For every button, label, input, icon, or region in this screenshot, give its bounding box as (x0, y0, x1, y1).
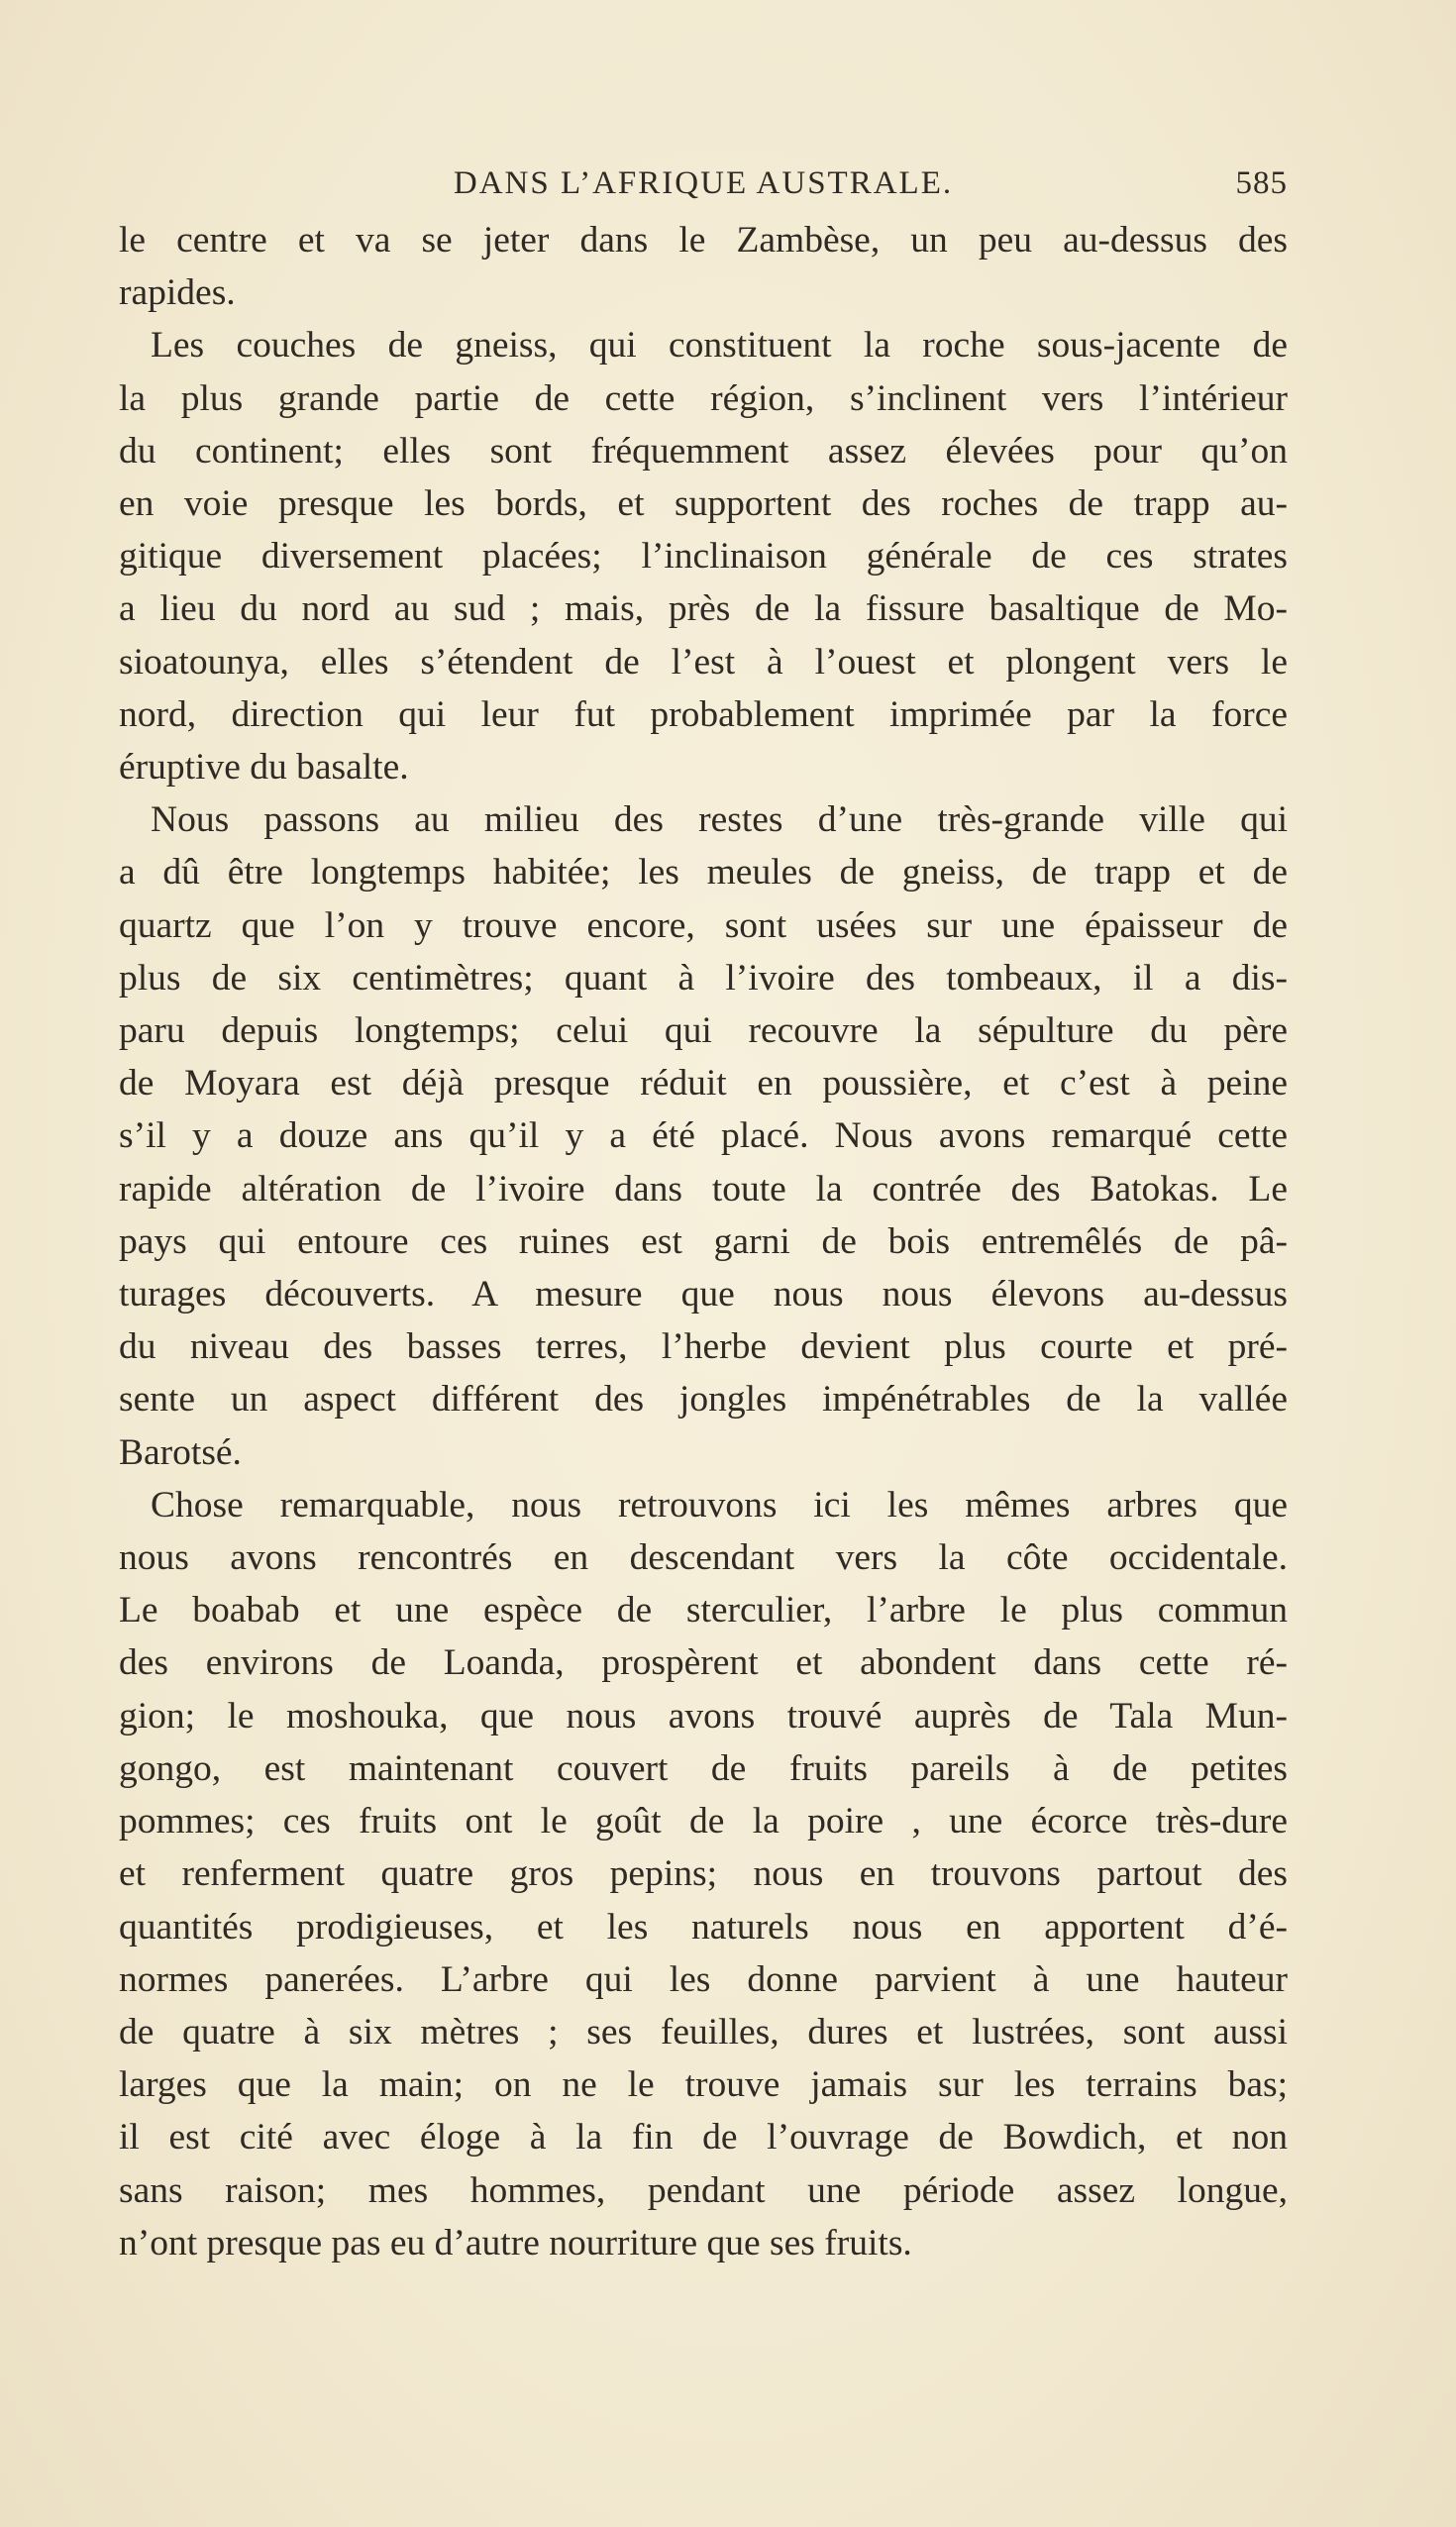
text-line: paru depuis longtemps; celui qui recouvre la sépulture du père (119, 1010, 1288, 1052)
page-header (119, 158, 1288, 208)
text-line: la plus grande partie de cette région, s’inclinent vers l’intérieur (119, 377, 1288, 419)
page-number: 585 (1235, 165, 1288, 201)
text-line: quartz que l’on y trouve encore, sont usées sur une épaisseur de (119, 904, 1288, 946)
text-line: Chose remarquable, nous retrouvons ici les mêmes arbres que (151, 1484, 1288, 1526)
text-line: gongo, est maintenant couvert de fruits pareils à de petites (119, 1747, 1288, 1789)
text-line: gion; le moshouka, que nous avons trouvé auprès de Tala Mun- (119, 1695, 1288, 1737)
text-line: turages découverts. A mesure que nous nous élevons au-dessus (119, 1274, 1288, 1316)
text-line: Barotsé. (119, 1431, 242, 1473)
text-line: sente un aspect différent des jongles impénétrables de la vallée (119, 1379, 1288, 1421)
text-line: pays qui entoure ces ruines est garni de bois entremêlés de pâ- (119, 1220, 1288, 1262)
text-line: et renferment quatre gros pepins; nous en trouvons partout des (119, 1853, 1288, 1895)
text-line: Les couches de gneiss, qui constituent la roche sous-jacente de (151, 325, 1288, 367)
text-line: en voie presque les bords, et supportent des roches de trapp au- (119, 483, 1288, 525)
text-line: du continent; elles sont fréquemment assez élevées pour qu’on (119, 430, 1288, 472)
text-line: a lieu du nord au sud ; mais, près de la fissure basaltique de Mo- (119, 588, 1288, 630)
body-text (119, 214, 1288, 2269)
running-head: DANS L’AFRIQUE AUSTRALE. (453, 165, 954, 201)
text-line: rapide altération de l’ivoire dans toute la contrée des Batokas. Le (119, 1168, 1288, 1210)
text-line: gitique diversement placées; l’inclinaison générale de ces strates (119, 536, 1288, 578)
text-line: rapides. (119, 272, 236, 314)
paragraph-3 (119, 793, 1288, 1479)
text-line: du niveau des basses terres, l’herbe devient plus courte et pré- (119, 1326, 1288, 1368)
text-line: nous avons rencontrés en descendant vers la côte occidentale. (119, 1537, 1288, 1579)
text-line: le centre et va se jeter dans le Zambèse, un peu au-dessus des (119, 220, 1288, 261)
text-line: de Moyara est déjà presque réduit en poussière, et c’est à peine (119, 1063, 1288, 1105)
text-line: Le boabab et une espèce de sterculier, l’arbre le plus commun (119, 1590, 1288, 1632)
text-line: pommes; ces fruits ont le goût de la poire , une écorce très-dure (119, 1801, 1288, 1843)
text-line: il est cité avec éloge à la fin de l’ouvrage de Bowdich, et non (119, 2117, 1288, 2158)
paragraph-4 (119, 1479, 1288, 2269)
text-line: sans raison; mes hommes, pendant une période assez longue, (119, 2169, 1288, 2211)
text-line: plus de six centimètres; quant à l’ivoire des tombeaux, il a dis- (119, 957, 1288, 999)
text-line: des environs de Loanda, prospèrent et abondent dans cette ré- (119, 1642, 1288, 1684)
text-line: normes panerées. L’arbre qui les donne parvient à une hauteur (119, 1958, 1288, 2000)
text-line: Nous passons au milieu des restes d’une très-grande ville qui (151, 799, 1288, 841)
text-line: a dû être longtemps habitée; les meules de gneiss, de trapp et de (119, 852, 1288, 894)
text-line: s’il y a douze ans qu’il y a été placé. Nous avons remarqué cette (119, 1115, 1288, 1157)
text-line: larges que la main; on ne le trouve jamais sur les terrains bas; (119, 2064, 1288, 2106)
text-line: de quatre à six mètres ; ses feuilles, dures et lustrées, sont aussi (119, 2011, 1288, 2053)
paragraph-2 (119, 319, 1288, 793)
text-line: nord, direction qui leur fut probablement imprimée par la force (119, 693, 1288, 735)
paragraph-1 (119, 214, 1288, 319)
text-line: éruptive du basalte. (119, 747, 409, 789)
text-line: n’ont presque pas eu d’autre nourriture que ses fruits. (119, 2222, 912, 2264)
text-line: quantités prodigieuses, et les naturels nous en apportent d’é- (119, 1906, 1288, 1948)
text-line: sioatounya, elles s’étendent de l’est à l’ouest et plongent vers le (119, 641, 1288, 683)
